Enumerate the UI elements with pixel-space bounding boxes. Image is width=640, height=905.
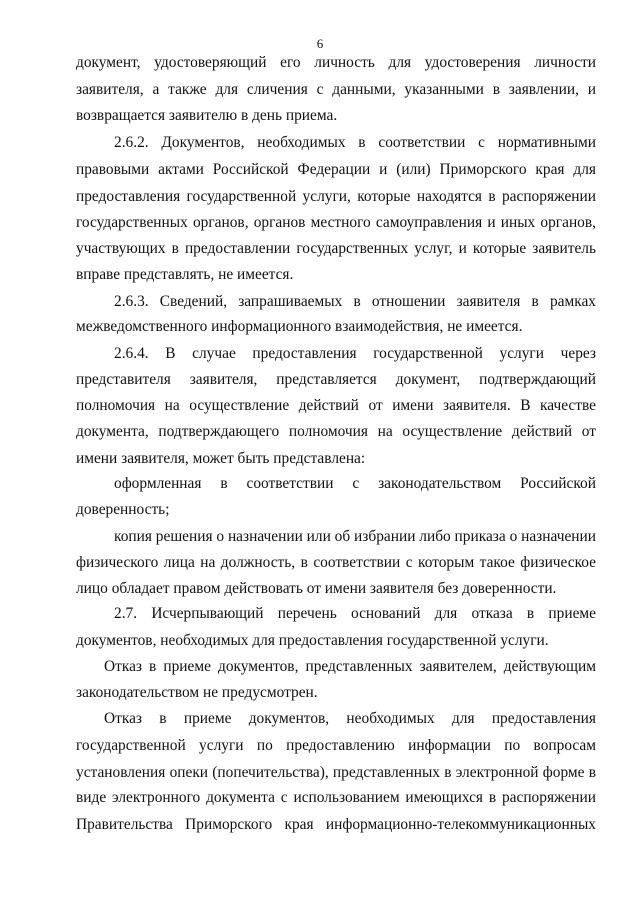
text-line: законодательством не предусмотрен. xyxy=(76,684,318,701)
text-line: вправе представлять, не имеется. xyxy=(76,266,294,283)
text-line: виде электронного документа с использованием имеющихся в распоряжении xyxy=(76,789,596,806)
text-line: оформленная в соответствии с законодательством Российской xyxy=(114,475,596,492)
text-line: имени заявителя, может быть представлена: xyxy=(76,450,366,467)
text-line: Отказ в приеме документов, необходимых для предоставления xyxy=(104,710,596,727)
text-line: установления опеки (попечительства), представленных в электронной форме в xyxy=(76,764,596,781)
text-line: правовыми актами Российской Федерации и (или) Приморского края для xyxy=(76,161,596,178)
text-line: документ, удостоверяющий его личность для удостоверения личности xyxy=(76,54,596,71)
text-line: документа, подтверждающего полномочия на осуществление действий от xyxy=(76,423,596,440)
text-line: представителя заявителя, представляется документ, подтверждающий xyxy=(76,371,596,388)
text-line: лицо обладает правом действовать от имени заявителя без доверенности. xyxy=(76,580,557,597)
text-line: копия решения о назначении или об избрании либо приказа о назначении xyxy=(114,528,596,545)
text-line: Правительства Приморского края информационно-телекоммуникационных xyxy=(76,816,596,833)
text-line: 2.7. Исчерпывающий перечень оснований для отказа в приеме xyxy=(114,605,596,622)
text-line: предоставления государственной услуги, которые находятся в распоряжении xyxy=(76,188,596,205)
text-line: полномочия на осуществление действий от имени заявителя. В качестве xyxy=(76,397,596,414)
text-line: 2.6.4. В случае предоставления государственной услуги через xyxy=(114,345,596,362)
text-line: участвующих в предоставлении государственных услуг, и которые заявитель xyxy=(76,240,596,257)
text-line: доверенность; xyxy=(76,501,170,518)
text-line: Отказ в приеме документов, представленных заявителем, действующим xyxy=(104,658,596,675)
text-line: физического лица на должность, в соответствии с которым такое физическое xyxy=(76,554,596,571)
text-line: межведомственного информационного взаимодействия, не имеется. xyxy=(76,318,523,335)
text-line: государственной услуги по предоставлению информации по вопросам xyxy=(76,737,596,754)
text-line: государственных органов, органов местного самоуправления и иных органов, xyxy=(76,214,596,231)
text-line: возвращается заявителю в день приема. xyxy=(76,107,338,124)
text-line: 2.6.3. Сведений, запрашиваемых в отношении заявителя в рамках xyxy=(114,293,596,310)
page-number: 6 xyxy=(316,36,324,51)
text-line: документов, необходимых для предоставления государственной услуги. xyxy=(76,632,549,649)
text-line: 2.6.2. Документов, необходимых в соответствии с нормативными xyxy=(114,134,596,151)
text-line: заявителя, а также для сличения с данными, указанными в заявлении, и xyxy=(76,81,596,98)
